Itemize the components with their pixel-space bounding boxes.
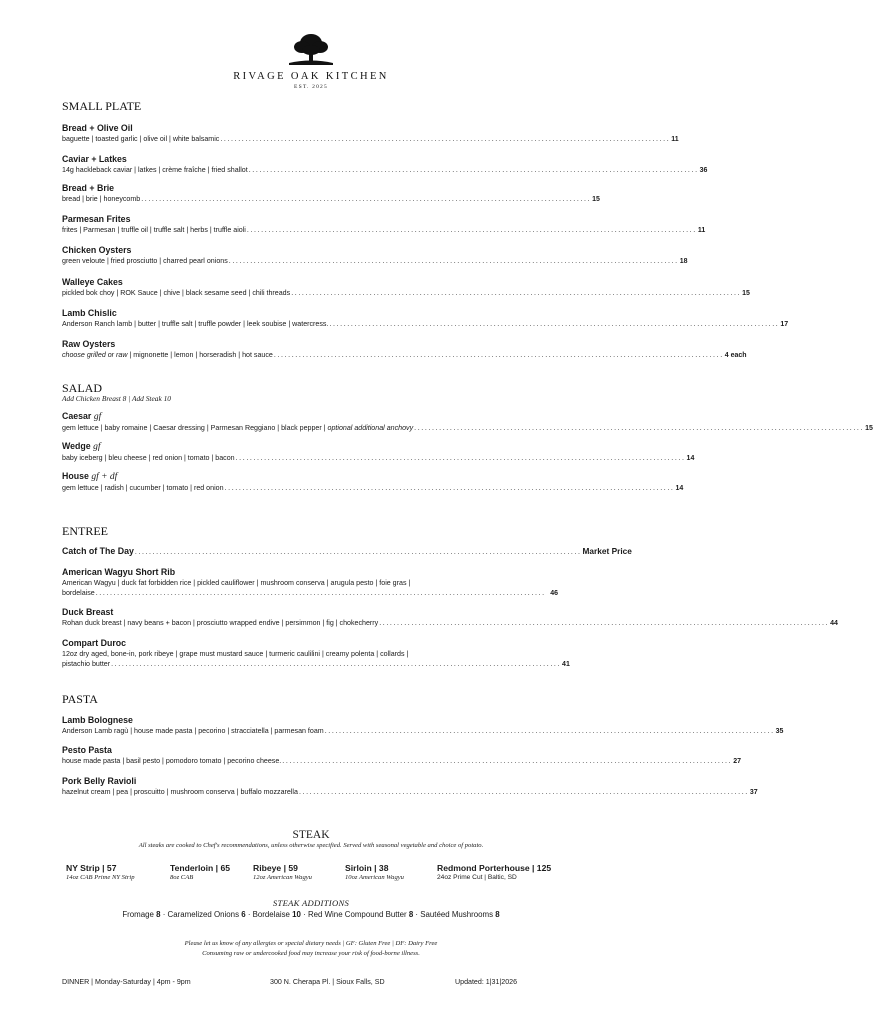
menu-item: Caesar gf gem lettuce | baby romaine | Caesar dressing | Parmesan Reggiano | black pepper | optional additional anchovy .............................................................................................................................. 15 <box>62 411 873 432</box>
restaurant-name: RIVAGE OAK KITCHEN <box>233 71 389 82</box>
item-price: 11 <box>671 136 679 143</box>
item-description: Anderson Lamb ragù | house made pasta | pecorino | stracciatella | parmesan foam <box>62 727 324 735</box>
menu-item: Lamb Chislic Anderson Ranch lamb | butter | truffle salt | truffle powder | leek soubise | watercress. .............................................................................................................................. 17 <box>62 308 789 328</box>
menu-item: Duck Breast Rohan duck breast | navy beans + bacon | prosciutto wrapped endive | persimmon | fig | chokecherry .............................................................................................................................. 44 <box>62 607 838 627</box>
item-description: frites | Parmesan | truffle oil | truffle salt | herbs | truffle aioli <box>62 226 246 234</box>
item-price: Market Price <box>582 546 632 556</box>
item-name: Compart Duroc <box>62 638 127 648</box>
item-name: Raw Oysters <box>62 339 116 349</box>
cut-description: 12oz American Wagyu <box>253 874 312 881</box>
cut-description: 8oz CAB <box>170 874 194 881</box>
menu-item: American Wagyu Short Rib American Wagyu | duck fat forbidden rice | pickled cauliflower | mushroom conserva | arugula pesto | foie gras | bordelaise .............................................................................................................................. 46 <box>62 567 558 597</box>
item-name: Parmesan Frites <box>62 214 131 224</box>
item-price: 11 <box>697 227 706 234</box>
established-year: EST. 2025 <box>294 84 328 90</box>
steak-cut <box>170 863 230 881</box>
steak-cut <box>437 863 551 881</box>
item-name: American Wagyu Short Rib <box>62 567 176 577</box>
salad-addons-note: Add Chicken Breast 8 | Add Steak 10 <box>62 394 171 403</box>
item-description: baguette | toasted garlic | olive oil | white balsamic <box>62 135 220 143</box>
item-description: house made pasta | basil pesto | pomodoro tomato | pecorino cheese. <box>62 757 282 765</box>
item-price: 15 <box>742 290 750 297</box>
section-title-entree: ENTREE <box>62 524 108 538</box>
item-price: 36 <box>699 167 708 174</box>
item-name: Walleye Cakes <box>62 277 123 287</box>
section-title-small-plate: SMALL PLATE <box>62 99 142 113</box>
addition-name: Bordelaise <box>252 910 290 919</box>
item-name: Bread + Brie <box>62 183 115 193</box>
allergy-notice: Please let us know of any allergies or special dietary needs | GF: Gluten Free | DF: Dairy Free <box>184 940 438 947</box>
item-description: American Wagyu | duck fat forbidden rice | pickled cauliflower | mushroom conserva | arugula pesto | foie gras | <box>62 579 411 587</box>
item-description-italic: optional additional anchovy <box>327 424 414 432</box>
item-name: Pork Belly Ravioli <box>62 776 137 786</box>
diet-tag: gf <box>93 442 101 452</box>
item-price: 41 <box>562 661 570 668</box>
item-name: Catch of The Day <box>62 546 134 556</box>
addition-name: Fromage <box>122 910 154 919</box>
menu-item: Raw Oysters choose grilled or raw | mignonette | lemon | horseradish | hot sauce .............................................................................................................................. 4 each <box>62 339 747 359</box>
item-description: green veloute | fried prosciutto | charred pearl onions <box>62 257 228 265</box>
footer-updated: Updated: 1|31|2026 <box>455 978 518 986</box>
item-name: Wedge <box>62 441 91 451</box>
item-name: Lamb Chislic <box>62 308 117 318</box>
menu-header <box>0 30 622 90</box>
item-price: 37 <box>749 789 758 796</box>
item-description: 12oz dry aged, bone-in, pork ribeye | grape must mustard sauce | turmeric caulilini | creamy polenta | collards | <box>62 650 409 658</box>
item-description: | mignonette | lemon | horseradish | hot sauce <box>127 351 273 359</box>
addition-name: Caramelized Onions <box>167 910 240 919</box>
addition-name: Red Wine Compound Butter <box>307 910 407 919</box>
item-price: 14 <box>686 455 695 462</box>
addition-name: Sautéed Mushrooms <box>420 910 494 919</box>
item-description: gem lettuce | baby romaine | Caesar dressing | Parmesan Reggiano | black pepper | <box>62 424 328 432</box>
item-description: 14g hackleback caviar | latkes | crème fraîche | fried shallot <box>62 166 248 174</box>
addition-price: 10 <box>292 910 301 919</box>
cut-description: 10oz American Wagyu <box>345 874 404 881</box>
diet-tag: gf <box>93 412 102 422</box>
item-description: pickled bok choy | ROK Sauce | chive | black sesame seed | chili threads <box>62 289 291 297</box>
menu-item: Compart Duroc 12oz dry aged, bone-in, pork ribeye | grape must mustard sauce | turmeric caulilini | creamy polenta | collards | pistachio butter .............................................................................................................................. 41 <box>62 638 570 668</box>
cut-name: Redmond Porterhouse | 125 <box>437 863 552 873</box>
menu-item: Bread + Olive Oil baguette | toasted garlic | olive oil | white balsamic .............................................................................................................................. 11 <box>62 123 679 143</box>
steak-additions-title: STEAK ADDITIONS <box>272 898 350 908</box>
cut-description: 14oz CAB Prime NY Strip <box>66 874 135 881</box>
item-description-cont: pistachio butter <box>62 660 111 668</box>
item-price: 35 <box>775 728 784 735</box>
menu-item: Chicken Oysters green veloute | fried prosciutto | charred pearl onions .............................................................................................................................. 18 <box>62 245 688 265</box>
item-name: Chicken Oysters <box>62 245 132 255</box>
cut-name: Tenderloin | 65 <box>170 863 231 873</box>
footer-hours: DINNER | Monday-Saturday | 4pm - 9pm <box>62 978 191 986</box>
item-price: 4 each <box>724 352 747 359</box>
item-name: House <box>62 471 89 481</box>
item-price: 27 <box>733 758 741 765</box>
cut-name: Ribeye | 59 <box>253 863 298 873</box>
item-name: Pesto Pasta <box>62 745 112 755</box>
section-title-steak: STEAK <box>292 829 330 841</box>
item-description: hazelnut cream | pea | proscuitto | mushroom conserva | buffalo mozzarella <box>62 788 298 796</box>
item-name: Lamb Bolognese <box>62 715 133 725</box>
addition-price: 8 <box>156 910 161 919</box>
diet-tag: gf + df <box>91 472 118 482</box>
item-name: Caesar <box>62 411 92 421</box>
item-price: 15 <box>865 425 873 432</box>
item-description: gem lettuce | radish | cucumber | tomato | red onion <box>62 484 224 492</box>
steak-additions-list: Fromage 8 · Caramelized Onions 6 · Bordelaise 10 · Red Wine Compound Butter 8 · Sautéed Mushrooms 8 <box>122 910 500 919</box>
cut-name: NY Strip | 57 <box>66 863 117 873</box>
item-name: Caviar + Latkes <box>62 154 127 164</box>
menu-item: Pesto Pasta house made pasta | basil pesto | pomodoro tomato | pecorino cheese. .............................................................................................................................. 27 <box>62 745 741 765</box>
item-price: 15 <box>592 196 600 203</box>
addition-price: 6 <box>241 910 246 919</box>
item-description: baby iceberg | bleu cheese | red onion | tomato | bacon <box>62 454 235 462</box>
menu-item: Parmesan Frites frites | Parmesan | truffle oil | truffle salt | herbs | truffle aioli .............................................................................................................................. 11 <box>62 214 706 234</box>
item-description: bread | brie | honeycomb <box>62 195 141 203</box>
item-price: 44 <box>830 620 838 627</box>
item-price: 18 <box>679 258 688 265</box>
steak-note: All steaks are cooked to Chef's recommendations, unless otherwise specified. Served with seasonal vegetable and choice of potato. <box>138 842 484 849</box>
menu-item: Caviar + Latkes 14g hackleback caviar | latkes | crème fraîche | fried shallot .............................................................................................................................. 36 <box>62 154 708 174</box>
oak-tree-icon <box>285 30 337 68</box>
footer-address: 300 N. Cherapa Pl. | Sioux Falls, SD <box>270 978 385 986</box>
steak-cut <box>345 863 404 881</box>
steak-cut <box>66 863 135 881</box>
item-name: Duck Breast <box>62 607 114 617</box>
menu-item: Bread + Brie bread | brie | honeycomb .............................................................................................................................. 15 <box>62 183 600 203</box>
menu-item: Lamb Bolognese Anderson Lamb ragù | house made pasta | pecorino | stracciatella | parmesan foam .............................................................................................................................. 35 <box>62 715 784 735</box>
menu-item: Walleye Cakes pickled bok choy | ROK Sauce | chive | black sesame seed | chili threads .............................................................................................................................. 15 <box>62 277 750 297</box>
section-title-salad: SALAD <box>62 381 103 395</box>
steak-cut <box>253 863 312 881</box>
cut-name: Sirloin | 38 <box>345 863 389 873</box>
item-description-cont: bordelaise <box>62 589 95 597</box>
item-description: Rohan duck breast | navy beans + bacon | prosciutto wrapped endive | persimmon | fig | chokecherry <box>62 619 379 627</box>
addition-price: 8 <box>495 910 500 919</box>
menu-item: Wedge gf baby iceberg | bleu cheese | red onion | tomato | bacon .............................................................................................................................. 14 <box>62 441 695 462</box>
item-price: 14 <box>675 485 684 492</box>
item-description-italic: choose grilled or raw <box>62 351 128 359</box>
menu-item: Pork Belly Ravioli hazelnut cream | pea | proscuitto | mushroom conserva | buffalo mozzarella .............................................................................................................................. 37 <box>62 776 758 796</box>
addition-price: 8 <box>408 910 414 919</box>
section-title-pasta: PASTA <box>62 692 98 706</box>
item-description: Anderson Ranch lamb | butter | truffle salt | truffle powder | leek soubise | watercress. <box>62 320 329 328</box>
item-price: 17 <box>780 321 789 328</box>
menu-item: Catch of The Day .............................................................................................................................. Market Price <box>62 546 632 556</box>
item-name: Bread + Olive Oil <box>62 123 133 133</box>
menu-item: House gf + df gem lettuce | radish | cucumber | tomato | red onion .............................................................................................................................. 14 <box>62 471 684 492</box>
item-price: 46 <box>550 590 558 597</box>
raw-food-warning: Consuming raw or undercooked food may increase your risk of food-borne illness. <box>202 950 420 957</box>
cut-description: 24oz Prime Cut | Baltic, SD <box>437 874 517 881</box>
